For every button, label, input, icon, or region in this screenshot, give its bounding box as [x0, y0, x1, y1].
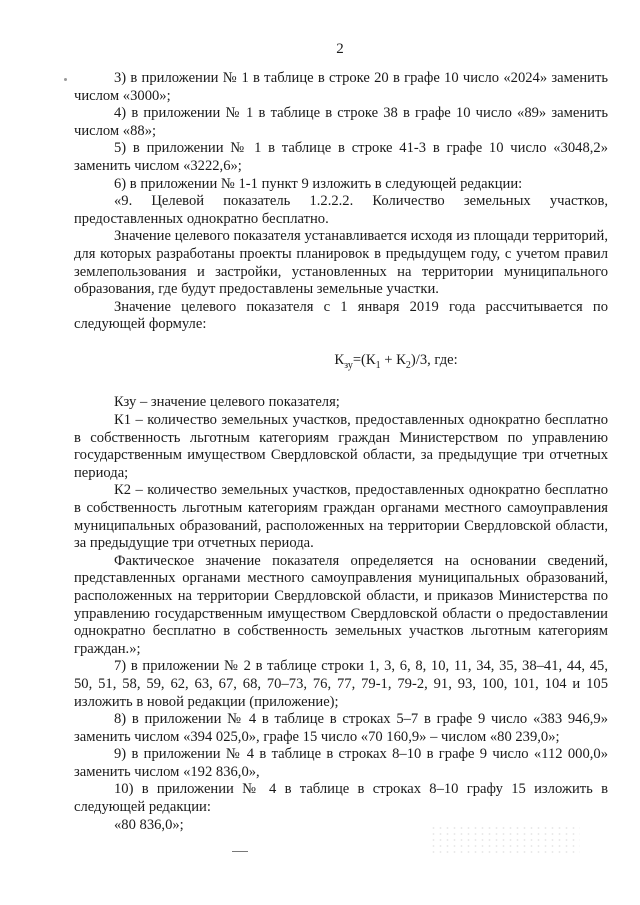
indicator-description: Значение целевого показателя устанавливается исходя из площади территорий, для которых разработаны проекты планировок в предыдущем году, с учетом правил землепользования и застройки, установленных на территории муниципального образования, где будут предоставлены земельные участки. — [74, 228, 608, 298]
paragraph-item-4: 4) в приложении № 1 в таблице в строке 38 в графе 10 число «89» заменить числом «88»; — [74, 105, 608, 139]
formula-intro: Значение целевого показателя с 1 января 2019 года рассчитывается по следующей формуле: — [74, 298, 608, 333]
actual-value-paragraph: Фактическое значение показателя определяется на основании сведений, представленных органами местного самоуправления муниципальных образований, расположенных на территории Свердловской области, и приказов Министерства по управлению государственным имуществом Свердловской области о предоставлении однократно бесплатно в собственность земельных участков льготным категориям граждан.»; — [74, 552, 608, 657]
paragraph-item-7: 7) в приложении № 2 в таблице строки 1, 3, 6, 8, 10, 11, 34, 35, 38–41, 44, 45, 50, 51, 58, 59, 62, 63, 67, 68, 70–73, 76, 77, 79-1, 79-2, 91, 93, 100, 101, 104 и 105 изложить в новой редакции (приложение); — [74, 658, 608, 710]
paragraph-item-6: 6) в приложении № 1-1 пункт 9 изложить в следующей редакции: — [114, 175, 523, 192]
page-number: 2 — [336, 41, 344, 57]
paragraph-item-3: 3) в приложении № 1 в таблице в строке 20 в графе 10 число «2024» заменить числом «3000»; — [74, 70, 608, 104]
new-value: «80 836,0»; — [114, 816, 184, 833]
paragraph-item-8: 8) в приложении № 4 в таблице в строках 5–7 в графе 9 число «383 946,9» заменить числом «394 025,0», графе 15 число «70 160,9» – числом «80 239,0»; — [74, 711, 608, 745]
paragraph-item-9: 9) в приложении № 4 в таблице в строках 8–10 в графе 9 число «112 000,0» заменить числом «192 836,0», — [74, 746, 608, 780]
scan-speck — [64, 78, 67, 81]
paragraph-item-10: 10) в приложении № 4 в таблице в строках 8–10 графу 15 изложить в следующей редакции: — [74, 781, 608, 816]
definition-kzu: Кзу – значение целевого показателя; — [114, 394, 340, 411]
definition-k2: К2 – количество земельных участков, предоставленных однократно бесплатно в собственность льготным категориям граждан органами местного самоуправления муниципальных образований, расположенных на территории Свердловской области, за предыдущие три отчетных периода. — [74, 482, 608, 552]
definition-k1: К1 – количество земельных участков, предоставленных однократно бесплатно в собственность льготным категориям граждан Министерством по управлению государственным имуществом Свердловской области, за предыдущие три отчетных периода; — [74, 412, 608, 481]
indicator-heading: «9. Целевой показатель 1.2.2.2. Количество земельных участков, предоставленных однократно бесплатно. — [74, 193, 608, 227]
formula: $К_{зу}=(К_1 + К_2)/3$, где: — [334, 351, 458, 371]
scan-noise — [430, 825, 580, 855]
document-body — [74, 70, 608, 834]
paragraph-item-5: 5) в приложении № 1 в таблице в строке 41-3 в графе 10 число «3048,2» заменить числом «3222,6»; — [74, 140, 608, 174]
scan-mark — [232, 851, 248, 852]
